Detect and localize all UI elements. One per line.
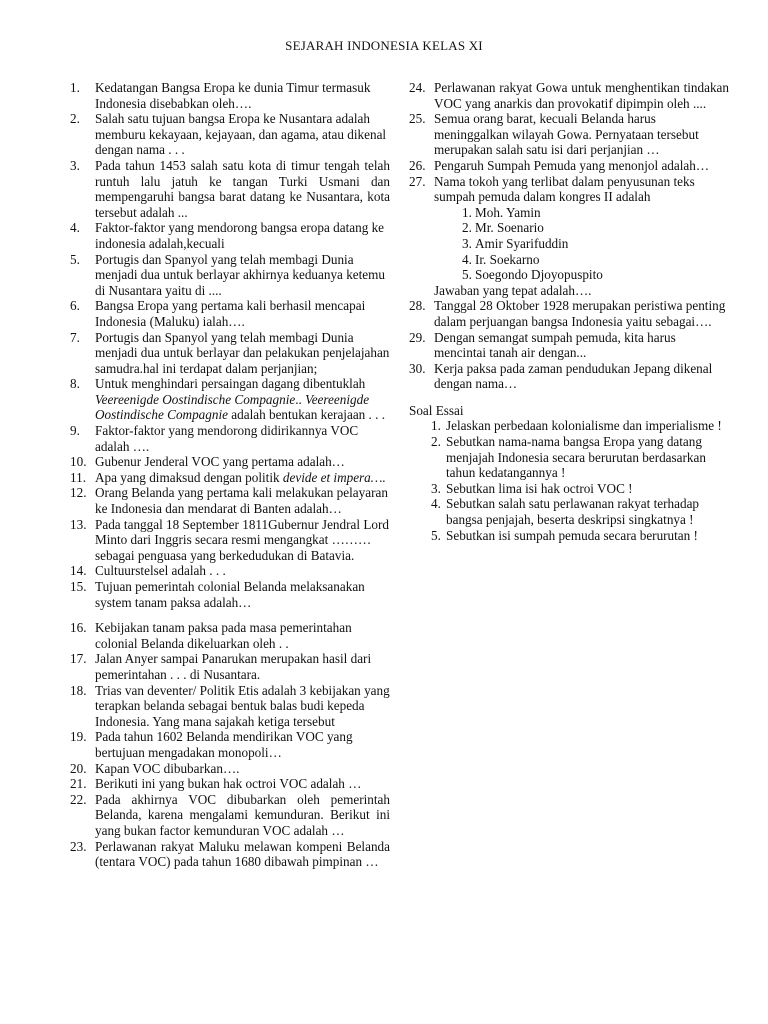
question-list-right-2 <box>409 298 729 392</box>
option-item: 1. Moh. Yamin <box>462 204 541 220</box>
option-item: 2. Mr. Soenario <box>462 220 544 236</box>
essay-question-list <box>409 418 729 543</box>
essay-item: 2. Sebutkan nama-nama bangsa Eropa yang datang menjajah Indonesia secara berurutan berdasarkan tahun kedatangannya ! <box>431 434 706 481</box>
question-item: 2. Salah satu tujuan bangsa Eropa ke Nusantara adalah memburu kekayaan, kejayaan, dan agama, atau dikenal dengan nama . . . <box>70 111 387 158</box>
essay-item: 1. Jelaskan perbedaan kolonialisme dan imperialisme ! <box>431 418 722 434</box>
question-item: 6. Bangsa Eropa yang pertama kali berhasil mencapai Indonesia (Maluku) ialah…. <box>70 298 366 329</box>
question-item: 30. Kerja paksa pada zaman pendudukan Jepang dikenal dengan nama… <box>409 360 713 392</box>
question-item: 10. Gubenur Jenderal VOC yang pertama adalah… <box>70 454 345 470</box>
question-item: 1. Kedatangan Bangsa Eropa ke dunia Timur termasuk Indonesia disebabkan oleh…. <box>70 80 371 111</box>
question-item: 26. Pengaruh Sumpah Pemuda yang menonjol adalah… <box>409 157 710 173</box>
question-item: 9. Faktor-faktor yang mendorong didirikannya VOC adalah …. <box>70 423 359 454</box>
question-item: 22. Pada akhirnya VOC dibubarkan oleh pemerintah Belanda, karena mengalami kemunduran. Berikut ini yang bukan factor kemunduran VOC adalah … <box>70 791 390 838</box>
question-item: 5. Portugis dan Spanyol yang telah membagi Dunia menjadi dua untuk berlayar akhirnya keduanya ketemu di Nusantara yaitu di .... <box>70 251 386 298</box>
option-item: 3. Amir Syarifuddin <box>462 235 569 251</box>
question-item: 3. Pada tahun 1453 salah satu kota di timur tengah telah runtuh lalu jatuh ke tangan Turki Usmani dan mempengaruhi bangsa barat datang ke Nusantara, kota tersebut adalah ... <box>70 157 390 220</box>
question-list-right <box>409 80 729 205</box>
question-item: 19. Pada tahun 1602 Belanda mendirikan VOC yang bertujuan mengadakan monopoli… <box>70 729 353 760</box>
essay-item: 5. Sebutkan isi sumpah pemuda secara berurutan ! <box>431 527 698 543</box>
option-item: 5. Soegondo Djoyopuspito <box>462 267 603 283</box>
question-item: 8. Untuk menghindari persaingan dagang dibentuklah Veereenigde Oostindische Compagnie.. Veereenigde Oostindische Compagnie adalah bentukan kerajaan . . . <box>70 376 386 423</box>
question-item: 16. Kebijakan tanam paksa pada masa pemerintahan colonial Belanda dikeluarkan oleh . . <box>70 620 352 651</box>
question-item: 23. Perlawanan rakyat Maluku melawan kompeni Belanda (tentara VOC) pada tahun 1680 dibawah pimpinan … <box>70 838 390 870</box>
question-item: 28. Tanggal 28 Oktober 1928 merupakan peristiwa penting dalam perjuangan bangsa Indonesia yaitu sebagai…. <box>409 298 726 329</box>
essay-section-title: Soal Essai <box>409 402 464 418</box>
question-item: 24. Perlawanan rakyat Gowa untuk menghentikan tindakan VOC yang anarkis dan provokatif dipimpin oleh .... <box>409 80 729 111</box>
question-item: 4. Faktor-faktor yang mendorong bangsa eropa datang ke indonesia adalah,kecuali <box>70 220 385 251</box>
question-item: 29. Dengan semangat sumpah pemuda, kita harus mencintai tanah air dengan... <box>409 329 676 361</box>
question-item: 21. Berikuti ini yang bukan hak octroi VOC adalah … <box>70 776 362 792</box>
left-column <box>70 80 390 870</box>
question-item: 25. Semua orang barat, kecuali Belanda harus meninggalkan wilayah Gowa. Pernyataan tersebut merupakan salah satu isi dari perjanjian … <box>409 111 699 158</box>
question-list-left <box>70 80 390 870</box>
essay-item: 4. Sebutkan salah satu perlawanan rakyat terhadap bangsa penjajah, beserta deskripsi singkatnya ! <box>431 496 700 528</box>
question-item: 12. Orang Belanda yang pertama kali melakukan pelayaran ke Indonesia dan mendarat di Banten adalah… <box>70 485 388 517</box>
question-item: 13. Pada tanggal 18 September 1811Gubernur Jendral Lord Minto dari Inggris secara resmi mengangkat ……… sebagai penguasa yang berkedudukan di Batavia. <box>70 516 389 563</box>
question-item: 7. Portugis dan Spanyol yang telah membagi Dunia menjadi dua untuk berlayar dan pelakukan penjelajahan samudra.hal ini terdapat dalam perjanjian; <box>70 329 390 376</box>
q27-answer-prompt: Jawaban yang tepat adalah…. <box>434 282 592 298</box>
question-item: 11. Apa yang dimaksud dengan politik devide et impera…. <box>70 469 386 485</box>
question-item: 15. Tujuan pemerintah colonial Belanda melaksanakan system tanam paksa adalah… <box>70 579 365 610</box>
right-column <box>409 80 729 543</box>
question-item: 18. Trias van deventer/ Politik Etis adalah 3 kebijakan yang terapkan belanda sebagai bentuk balas budi kepeda Indonesia. Yang mana sajakah ketiga tersebut <box>70 682 390 729</box>
question-item: 20. Kapan VOC dibubarkan…. <box>70 760 240 776</box>
question-item: 14. Cultuurstelsel adalah . . . <box>70 563 226 579</box>
question-item: 27. Nama tokoh yang terlibat dalam penyusunan teks sumpah pemuda dalam kongres II adalah <box>409 173 695 205</box>
question-item: 17. Jalan Anyer sampai Panarukan merupakan hasil dari pemerintahan . . . di Nusantara. <box>70 651 372 682</box>
page-title: SEJARAH INDONESIA KELAS XI <box>285 38 483 53</box>
essay-item: 3. Sebutkan lima isi hak octroi VOC ! <box>431 480 633 496</box>
q27-option-list <box>409 205 729 283</box>
option-item: 4. Ir. Soekarno <box>462 251 540 267</box>
spacer <box>70 610 390 620</box>
